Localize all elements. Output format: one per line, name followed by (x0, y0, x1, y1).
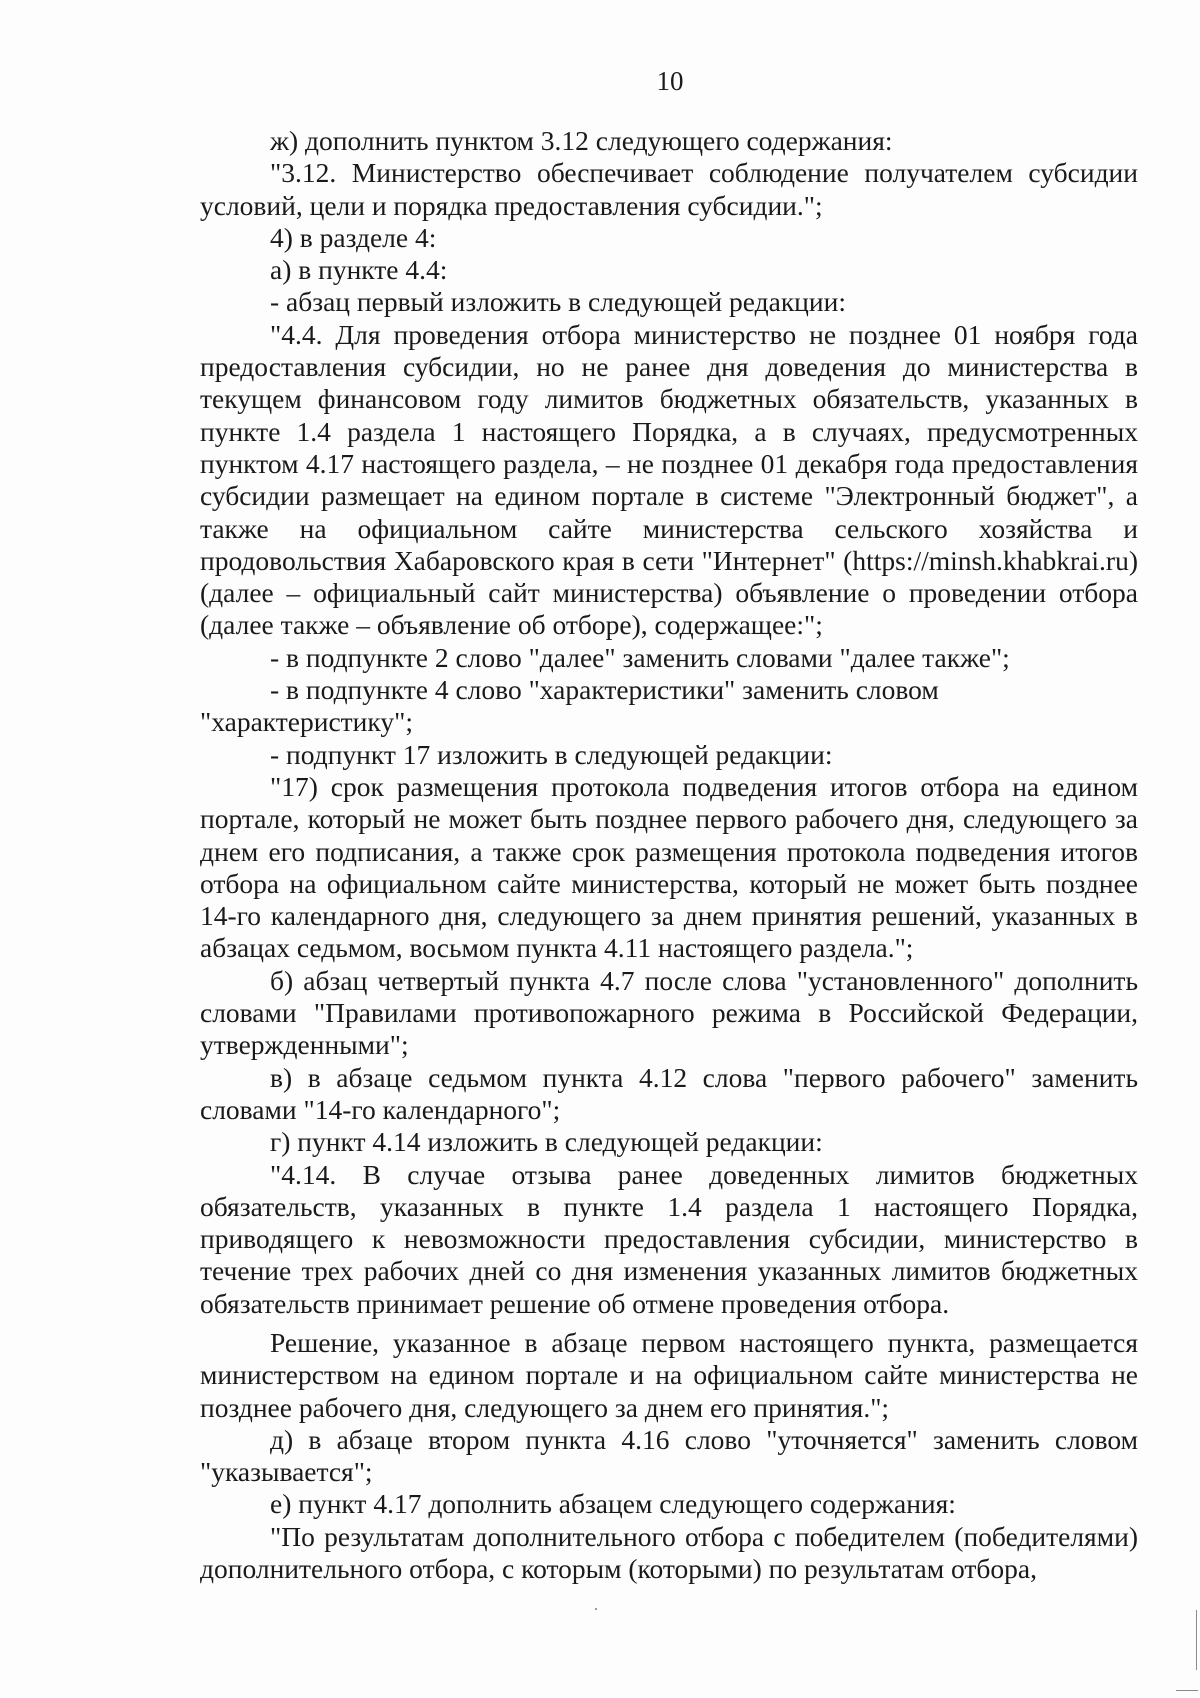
paragraph-quote-4-14: "4.14. В случае отзыва ранее доведенных лимитов бюджетных обязательств, указанных в пункте 1.4 раздела 1 настоящего Порядка, приводящего к невозможности предоставления субсидии, министерство в течение трех рабочих дней со дня изменения указанных лимитов бюджетных обязательств принимает решение об отмене проведения отбора. (200, 1158, 1138, 1319)
scan-edge-mark-bottom (1176, 1690, 1198, 1691)
paragraph-subitem-4: - в подпункте 4 слово "характеристики" заменить словом "характеристику"; (200, 674, 939, 738)
paragraph-subitem-2: - в подпункте 2 слово "далее" заменить словами "далее также"; (270, 641, 1010, 673)
paragraph-item-a: а) в пункте 4.4: (270, 254, 448, 286)
paragraph-section-4: 4) в разделе 4: (270, 221, 437, 253)
scan-speck (595, 1608, 597, 1610)
paragraph-item-b: б) абзац четвертый пункта 4.7 после слова "установленного" дополнить словами "Правилами противопожарного режима в Российской Федерации, утвержденными"; (200, 964, 1138, 1061)
paragraph-quote-4-4: "4.4. Для проведения отбора министерство не позднее 01 ноября года предоставления субсидии, но не ранее дня доведения до министерства в текущем финансовом году лимитов бюджетных обязательств, указанных в пункте 1.4 раздела 1 настоящего Порядка, а в случаях, предусмотренных пунктом 4.17 настоящего раздела, – не позднее 01 декабря года предоставления субсидии размещает на едином портале в системе "Электронный бюджет", а также на официальном сайте министерства сельского хозяйства и продовольствия Хабаровского края в сети "Интернет" (https://minsh.khabkrai.ru) (далее – официальный сайт министерства) объявление о проведении отбора (далее также – объявление об отборе), содержащее:"; (200, 318, 1138, 641)
paragraph-decision: Решение, указанное в абзаце первом настоящего пункта, размещается министерством на едином портале и на официальном сайте министерства не позднее рабочего дня, следующего за днем его принятия."; (200, 1326, 1138, 1423)
paragraph-item-v: в) в абзаце седьмом пункта 4.12 слова "первого рабочего" заменить словами "14-го календарного"; (200, 1061, 1138, 1125)
scan-edge-mark (1196, 1610, 1197, 1670)
paragraph-item-d: д) в абзаце втором пункта 4.16 слово "уточняется" заменить словом "указывается"; (200, 1423, 1138, 1488)
paragraph-quote-4-17: "По результатам дополнительного отбора с победителем (победителями) дополнительного отбора, с которым (которыми) по результатам отбора, (200, 1520, 1138, 1585)
page-number: 10 (656, 66, 684, 96)
paragraph-item-g: г) пункт 4.14 изложить в следующей редакции: (270, 1126, 823, 1158)
paragraph-item-e: е) пункт 4.17 дополнить абзацем следующего содержания: (270, 1488, 956, 1520)
paragraph-subitem-17: - подпункт 17 изложить в следующей редакции: (270, 738, 833, 770)
paragraph-quote-17: "17) срок размещения протокола подведения итогов отбора на едином портале, который не может быть позднее первого рабочего дня, следующего за днем его подписания, а также срок размещения протокола подведения итогов отбора на официальном сайте министерства, который не может быть позднее 14-го календарного дня, следующего за днем принятия решений, указанных в абзацах седьмом, восьмом пункта 4.11 настоящего раздела."; (200, 770, 1138, 964)
paragraph-first-abzac: - абзац первый изложить в следующей редакции: (270, 286, 846, 318)
paragraph-quote-3-12: "3.12. Министерство обеспечивает соблюдение получателем субсидии условий, цели и порядка предоставления субсидии."; (200, 157, 1138, 221)
document-body (200, 125, 1138, 1585)
paragraph-item-zh: ж) дополнить пунктом 3.12 следующего содержания: (270, 125, 893, 156)
